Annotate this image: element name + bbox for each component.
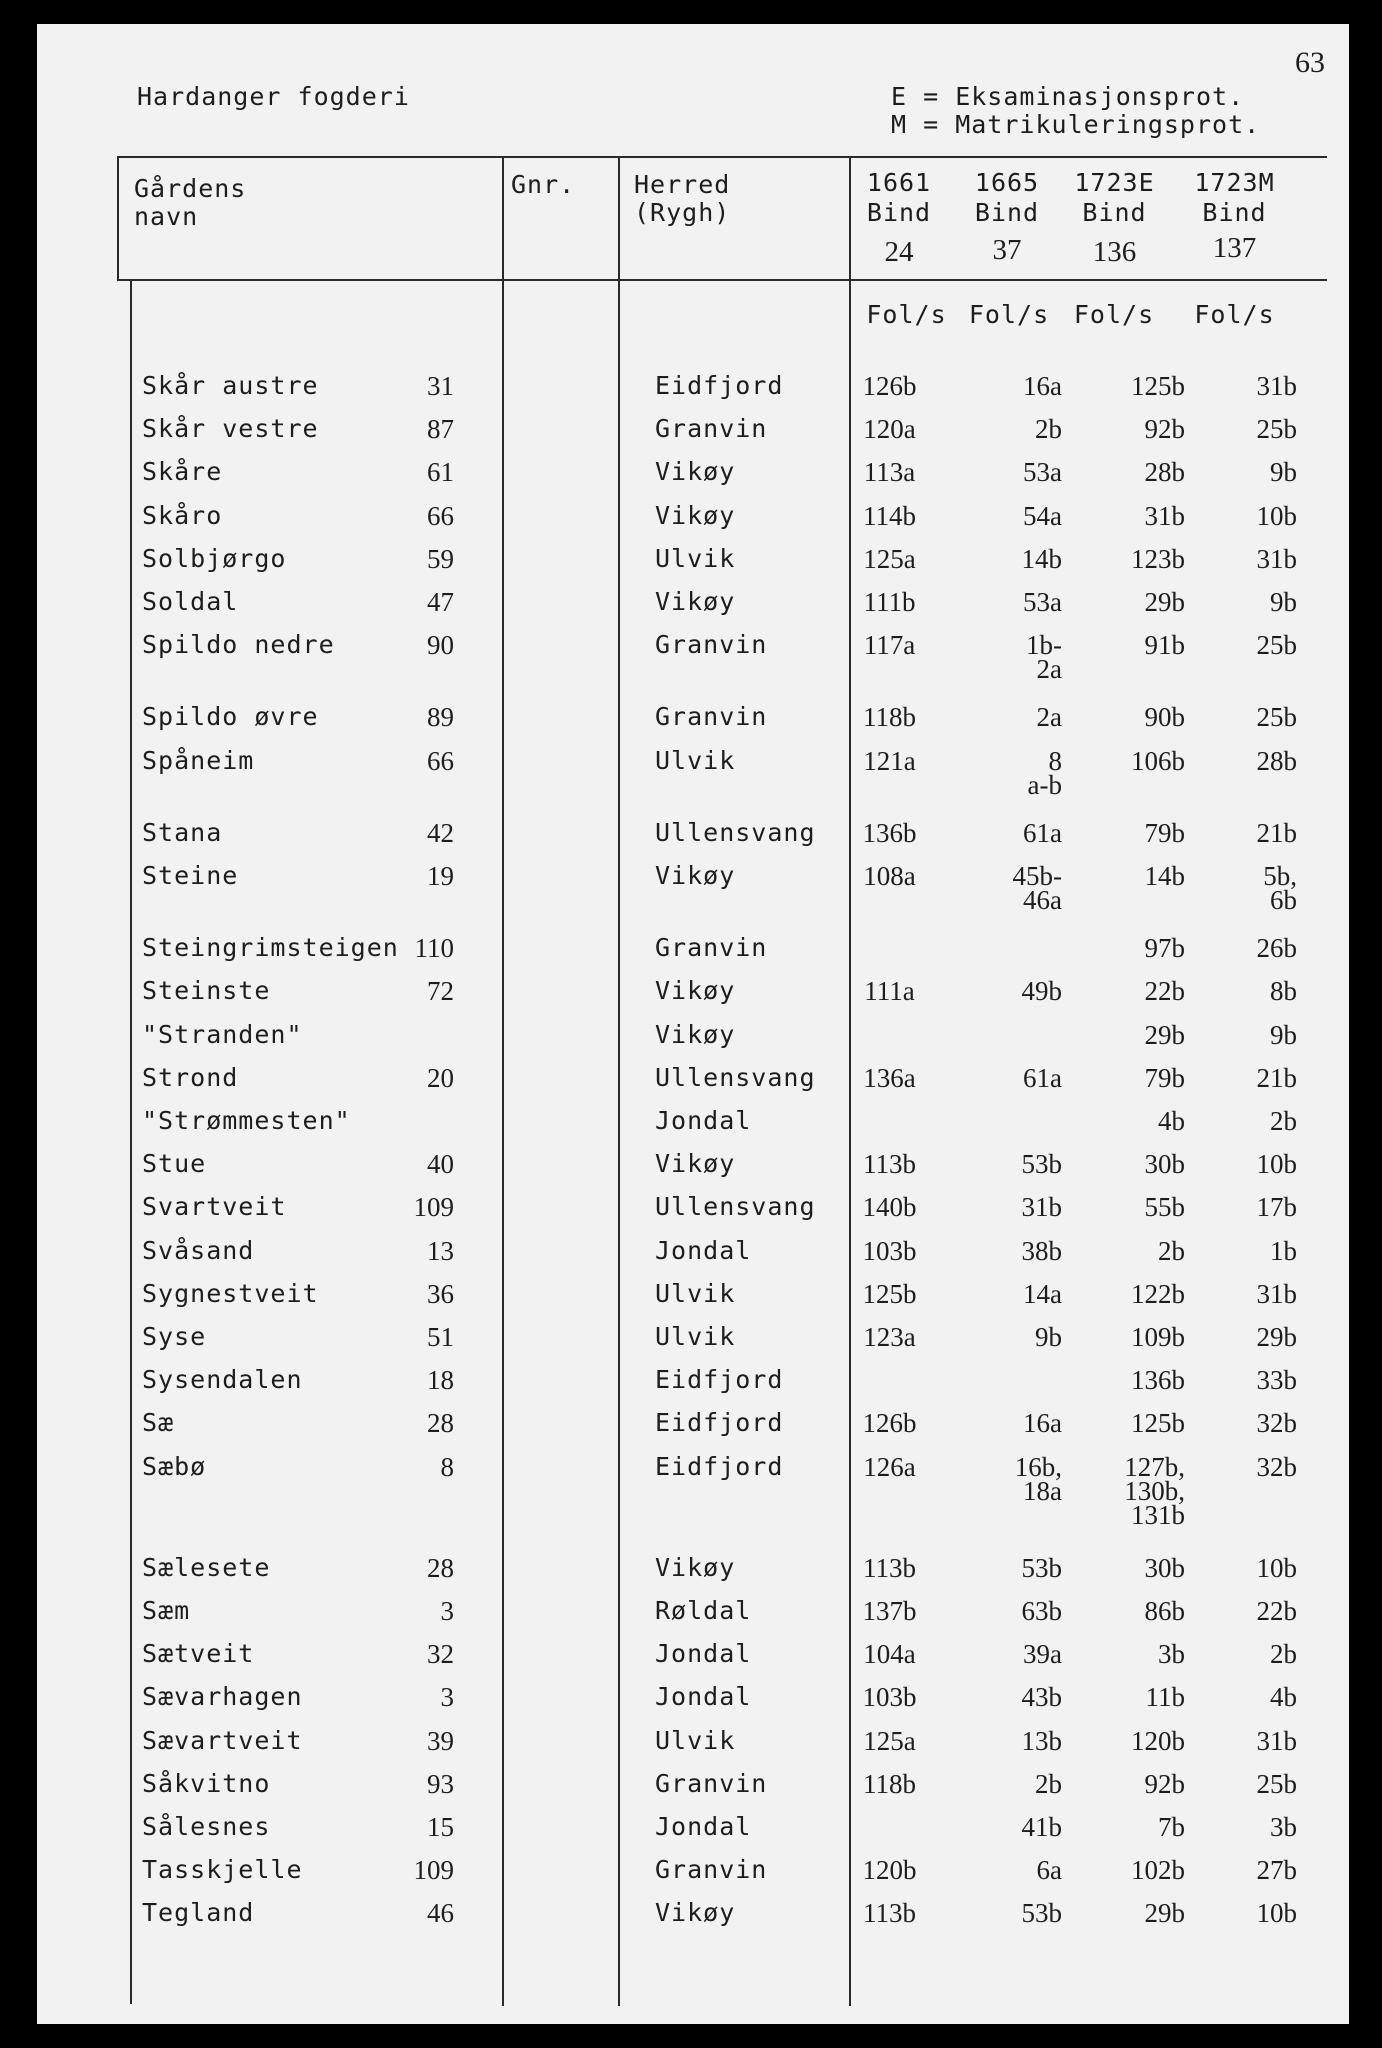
cell-1723m: 31b [1256, 371, 1297, 401]
cell-herred: Eidfjord [655, 1451, 784, 1481]
cell-gnr: 72 [427, 976, 454, 1007]
cell-herred: Vikøy [655, 457, 736, 487]
cell-1665: 54a [1023, 500, 1062, 531]
cell-1723m: 33b [1256, 1365, 1297, 1396]
header-name-line1: Gårdens [134, 174, 247, 203]
cell-gnr: 39 [427, 1725, 454, 1756]
header-1723e-volume: 136 [1092, 236, 1137, 268]
cell-gnr: 61 [427, 457, 454, 488]
cell-1723e: 123b [1131, 543, 1185, 574]
cell-1665: 1b- 2a [1026, 630, 1062, 685]
cell-gnr: 47 [427, 587, 454, 617]
table-row [37, 500, 1349, 544]
header-1723m-year: 1723M [1194, 168, 1275, 197]
cell-herred: Ullensvang [655, 817, 816, 847]
cell-herred: Jondal [655, 1106, 752, 1135]
cell-1723m: 10b [1256, 1898, 1297, 1929]
table-row [37, 1019, 1349, 1063]
cell-gnr: 51 [427, 1322, 454, 1352]
cell-1723e: 30b [1144, 1149, 1185, 1180]
cell-gnr: 46 [427, 1898, 454, 1929]
document-page [37, 24, 1349, 2024]
cell-herred: Jondal [655, 1639, 752, 1669]
cell-herred: Vikøy [655, 500, 736, 530]
cell-1723e: 30b [1144, 1552, 1185, 1583]
cell-gnr: 93 [427, 1768, 454, 1799]
cell-name: Sælesete [142, 1552, 271, 1582]
cell-name: Sysendalen [142, 1365, 303, 1395]
header-1665-unit: Fol/s [968, 300, 1050, 329]
header-herred-line2: (Rygh) [634, 198, 731, 227]
cell-1723e: 79b [1144, 1062, 1185, 1093]
cell-1723m: 27b [1256, 1855, 1297, 1886]
cell-1723e: 86b [1144, 1596, 1185, 1626]
cell-1661: 117a [863, 630, 916, 661]
cell-1723e: 79b [1144, 817, 1185, 848]
cell-herred: Jondal [655, 1682, 752, 1712]
cell-1665: 45b- 46a [1012, 861, 1062, 915]
cell-gnr: 32 [427, 1639, 454, 1670]
cell-1661: 118b [863, 1768, 916, 1799]
table-row [37, 1322, 1349, 1365]
legend-line-e: E = Eksaminasjonsprot. [891, 82, 1245, 111]
cell-1665: 16a [1023, 1408, 1062, 1439]
cell-name: Svartveit [142, 1192, 287, 1222]
cell-1661: 126b [862, 1408, 917, 1439]
header-1723m-bind: Bind [1202, 198, 1267, 227]
cell-1723m: 8b [1270, 976, 1297, 1007]
cell-1665: 53b [1021, 1149, 1062, 1180]
cell-1723e: 106b [1131, 745, 1185, 776]
cell-1665: 13b [1021, 1725, 1062, 1756]
cell-1665: 2b [1035, 1768, 1062, 1799]
header-1661-year: 1661 [866, 168, 932, 197]
cell-1723e: 122b [1131, 1278, 1185, 1309]
cell-1665: 41b [1021, 1812, 1062, 1842]
cell-herred: Granvin [655, 702, 768, 732]
cell-1723e: 127b, 130b, 131b [1124, 1451, 1185, 1530]
cell-1723m: 25b [1256, 702, 1297, 733]
cell-name: Steine [142, 861, 239, 890]
cell-1723e: 125b [1131, 1408, 1185, 1439]
cell-1665: 49b [1021, 976, 1062, 1007]
cell-1661: 120b [862, 1855, 917, 1886]
cell-gnr: 28 [427, 1408, 454, 1439]
cell-1661: 113b [863, 1552, 916, 1583]
cell-1661: 113b [863, 1149, 916, 1180]
table-row [37, 1149, 1349, 1192]
cell-gnr: 19 [427, 861, 454, 891]
cell-name: Solbjørgo [142, 543, 287, 573]
cell-1723e: 55b [1144, 1192, 1185, 1223]
table-row [37, 1639, 1349, 1682]
cell-name: Skåro [142, 500, 223, 530]
cell-herred: Granvin [655, 933, 768, 963]
cell-1723e: 125b [1131, 371, 1185, 401]
table-row [37, 1278, 1349, 1322]
cell-1661: 126b [862, 371, 917, 401]
cell-name: Strond [142, 1062, 239, 1092]
table-row [37, 1725, 1349, 1769]
cell-1723e: 120b [1131, 1725, 1185, 1756]
cell-1661: 137b [862, 1596, 917, 1626]
cell-1723m: 5b, 6b [1263, 861, 1297, 915]
cell-1661: 140b [862, 1192, 917, 1223]
cell-1661: 136a [863, 1062, 916, 1093]
cell-1661: 113a [863, 457, 916, 488]
cell-gnr: 59 [427, 543, 454, 574]
header-bottom-rule [117, 279, 1327, 281]
cell-name: Tasskjelle [142, 1855, 303, 1885]
cell-herred: Vikøy [655, 1898, 736, 1928]
table-row [37, 1451, 1349, 1530]
page-number: 63 [1295, 46, 1325, 79]
cell-1665: 2b [1035, 414, 1062, 445]
header-name-line2: navn [134, 202, 199, 231]
cell-1723e: 29b [1144, 1898, 1185, 1929]
header-1661-bind: Bind [866, 198, 932, 227]
cell-1723e: 14b [1144, 861, 1185, 891]
cell-1723m: 1b [1270, 1235, 1297, 1266]
cell-name: Sygnestveit [142, 1278, 319, 1308]
cell-1723m: 31b [1256, 1278, 1297, 1309]
cell-name: Tegland [142, 1898, 255, 1928]
cell-1665: 61a [1023, 817, 1062, 848]
header-gnr: Gnr. [511, 170, 576, 199]
cell-1723e: 102b [1131, 1855, 1185, 1886]
header-1723e-unit: Fol/s [1073, 300, 1155, 329]
header-1723m-unit: Fol/s [1194, 300, 1275, 329]
cell-1665: 39a [1023, 1639, 1062, 1670]
cell-name: Sæm [142, 1596, 191, 1625]
cell-1723m: 31b [1256, 543, 1297, 574]
cell-1723e: 4b [1158, 1106, 1185, 1136]
cell-name: Stue [142, 1149, 207, 1179]
cell-herred: Eidfjord [655, 371, 784, 400]
table-row [37, 1235, 1349, 1279]
cell-name: Sævarhagen [142, 1682, 303, 1712]
cell-1665: 61a [1023, 1062, 1062, 1093]
table-row [37, 817, 1349, 861]
cell-herred: Vikøy [655, 587, 736, 616]
header-1665-volume: 37 [992, 234, 1022, 266]
cell-gnr: 66 [427, 500, 454, 531]
header-1661-unit: Fol/s [866, 300, 947, 329]
cell-1723e: 7b [1158, 1812, 1185, 1842]
cell-1723m: 3b [1270, 1812, 1297, 1842]
table-row [37, 587, 1349, 630]
cell-herred: Ulvik [655, 1278, 736, 1308]
table-row [37, 414, 1349, 457]
cell-gnr: 31 [427, 371, 454, 401]
cell-1723e: 11b [1145, 1682, 1185, 1713]
cell-1661: 121a [863, 745, 916, 776]
cell-1661: 111b [863, 587, 916, 617]
cell-1723m: 25b [1256, 630, 1297, 661]
cell-1723m: 21b [1256, 1062, 1297, 1093]
cell-1723e: 3b [1158, 1639, 1185, 1670]
cell-1723e: 136b [1131, 1365, 1185, 1396]
cell-herred: Ulvik [655, 543, 736, 573]
cell-herred: Granvin [655, 630, 768, 660]
cell-gnr: 18 [427, 1365, 454, 1396]
header-1665-bind: Bind [974, 198, 1040, 227]
table-row [37, 543, 1349, 587]
header-1723m-volume: 137 [1212, 232, 1257, 264]
cell-name: Stana [142, 817, 223, 847]
table-row [37, 457, 1349, 500]
cell-herred: Granvin [655, 414, 768, 444]
cell-herred: Ulvik [655, 1725, 736, 1755]
table-row [37, 1768, 1349, 1812]
header-1723e-year: 1723E [1074, 168, 1155, 197]
cell-herred: Ulvik [655, 745, 736, 775]
cell-1665: 31b [1021, 1192, 1062, 1223]
cell-gnr: 110 [414, 933, 454, 964]
cell-1665: 16b, 18a [1014, 1451, 1062, 1506]
cell-herred: Vikøy [655, 976, 736, 1006]
cell-name: Skår austre [142, 371, 319, 400]
header-1661-volume: 24 [884, 236, 914, 268]
cell-herred: Eidfjord [655, 1365, 784, 1395]
cell-1665: 14a [1023, 1278, 1062, 1309]
header-1665-year: 1665 [974, 168, 1040, 197]
cell-1665: 63b [1021, 1596, 1062, 1626]
cell-1661: 108a [863, 861, 916, 891]
cell-1723e: 92b [1144, 1768, 1185, 1799]
table-row [37, 1855, 1349, 1898]
cell-gnr: 109 [413, 1855, 454, 1886]
table-row [37, 1365, 1349, 1408]
cell-gnr: 3 [440, 1682, 454, 1713]
cell-1661: 125b [862, 1278, 917, 1309]
cell-gnr: 87 [427, 414, 454, 445]
cell-1665: 9b [1035, 1322, 1062, 1352]
cell-1665: 14b [1021, 543, 1062, 574]
cell-1661: 123a [863, 1322, 916, 1352]
table-left-rule [117, 156, 119, 281]
cell-1723m: 9b [1270, 457, 1297, 488]
cell-1661: 118b [863, 702, 916, 733]
cell-herred: Vikøy [655, 1552, 736, 1582]
cell-1723m: 28b [1256, 745, 1297, 776]
table-row [37, 1682, 1349, 1725]
cell-herred: Eidfjord [655, 1408, 784, 1438]
cell-herred: Vikøy [655, 1019, 736, 1049]
cell-1665: 16a [1023, 371, 1062, 401]
table-row [37, 1106, 1349, 1149]
cell-1661: 103b [862, 1235, 917, 1266]
table-row [37, 1062, 1349, 1106]
cell-1723e: 2b [1158, 1235, 1185, 1266]
cell-1723m: 10b [1256, 1149, 1297, 1180]
cell-1723e: 22b [1144, 976, 1185, 1007]
cell-gnr: 66 [427, 745, 454, 776]
cell-name: Sæbø [142, 1451, 207, 1481]
cell-gnr: 90 [427, 630, 454, 661]
cell-name: "Strømmesten" [142, 1106, 351, 1135]
cell-1723m: 26b [1256, 933, 1297, 964]
cell-name: "Stranden" [142, 1019, 303, 1049]
table-row [37, 630, 1349, 685]
cell-1723e: 90b [1144, 702, 1185, 733]
cell-1723m: 10b [1256, 1552, 1297, 1583]
cell-name: Sæ [142, 1408, 175, 1438]
cell-name: Såkvitno [142, 1768, 271, 1798]
cell-1665: 2a [1036, 702, 1062, 733]
cell-1665: 6a [1036, 1855, 1062, 1886]
cell-gnr: 3 [440, 1596, 454, 1626]
cell-1665: 53b [1021, 1898, 1062, 1929]
cell-herred: Granvin [655, 1855, 768, 1885]
cell-name: Sætveit [142, 1639, 255, 1669]
cell-1723e: 29b [1144, 587, 1185, 617]
cell-1723m: 22b [1256, 1596, 1297, 1626]
page-title: Hardanger fogderi [137, 82, 410, 111]
cell-name: Skår vestre [142, 414, 319, 444]
cell-1723m: 21b [1256, 817, 1297, 848]
cell-1661: 113b [863, 1898, 916, 1929]
cell-1723e: 91b [1144, 630, 1185, 661]
cell-name: Syse [142, 1322, 207, 1351]
cell-1723m: 2b [1270, 1106, 1297, 1136]
table-row [37, 371, 1349, 414]
cell-1723m: 9b [1270, 587, 1297, 617]
cell-1723m: 4b [1270, 1682, 1297, 1713]
cell-name: Spildo øvre [142, 702, 319, 732]
cell-herred: Vikøy [655, 861, 736, 890]
cell-1665: 53a [1023, 457, 1062, 488]
cell-herred: Vikøy [655, 1149, 736, 1179]
cell-1723m: 25b [1256, 1768, 1297, 1799]
cell-1723m: 29b [1256, 1322, 1297, 1352]
cell-herred: Ulvik [655, 1322, 736, 1351]
cell-gnr: 109 [413, 1192, 454, 1223]
cell-name: Spildo nedre [142, 630, 335, 660]
cell-1661: 126a [863, 1451, 916, 1482]
cell-1665: 8 a-b [1027, 745, 1062, 800]
header-herred-line1: Herred [634, 170, 731, 199]
cell-gnr: 20 [427, 1062, 454, 1093]
cell-name: Sævartveit [142, 1725, 303, 1755]
cell-name: Svåsand [142, 1235, 255, 1265]
table-row [37, 861, 1349, 915]
cell-gnr: 40 [427, 1149, 454, 1180]
cell-herred: Ullensvang [655, 1192, 816, 1222]
cell-herred: Granvin [655, 1768, 768, 1798]
cell-1665: 38b [1021, 1235, 1062, 1266]
cell-1661: 125a [863, 543, 916, 574]
cell-1723m: 32b [1256, 1408, 1297, 1439]
cell-herred: Ullensvang [655, 1062, 816, 1092]
cell-1661: 104a [863, 1639, 916, 1670]
cell-name: Soldal [142, 587, 239, 616]
cell-1723m: 10b [1256, 500, 1297, 531]
table-row [37, 702, 1349, 745]
cell-gnr: 28 [427, 1552, 454, 1583]
table-row [37, 1192, 1349, 1235]
cell-1723m: 2b [1270, 1639, 1297, 1670]
cell-1723e: 29b [1144, 1019, 1185, 1050]
cell-1661: 120a [863, 414, 916, 445]
cell-herred: Jondal [655, 1235, 752, 1265]
table-row [37, 1898, 1349, 1941]
cell-1723e: 28b [1144, 457, 1185, 488]
cell-1661: 103b [862, 1682, 917, 1713]
header-1723e-bind: Bind [1082, 198, 1147, 227]
cell-1723m: 17b [1256, 1192, 1297, 1223]
table-row [37, 976, 1349, 1019]
cell-gnr: 36 [427, 1278, 454, 1309]
table-row [37, 933, 1349, 976]
cell-name: Steingrimsteigen [142, 933, 399, 963]
cell-1661: 111a [864, 976, 915, 1007]
cell-1665: 53b [1021, 1552, 1062, 1583]
table-row [37, 1552, 1349, 1596]
table-row [37, 745, 1349, 800]
cell-1661: 125a [863, 1725, 916, 1756]
cell-1723m: 31b [1256, 1725, 1297, 1756]
cell-1723e: 97b [1144, 933, 1185, 964]
cell-1723m: 9b [1270, 1019, 1297, 1050]
cell-name: Sålesnes [142, 1812, 271, 1841]
cell-1723m: 25b [1256, 414, 1297, 445]
cell-1661: 136b [862, 817, 917, 848]
cell-name: Steinste [142, 976, 271, 1006]
cell-1723e: 92b [1144, 414, 1185, 445]
table-row [37, 1408, 1349, 1451]
cell-gnr: 13 [427, 1235, 454, 1266]
table-row [37, 1596, 1349, 1639]
cell-1665: 53a [1023, 587, 1062, 617]
cell-gnr: 8 [440, 1451, 454, 1482]
cell-gnr: 42 [427, 817, 454, 848]
cell-herred: Jondal [655, 1812, 752, 1841]
cell-1723e: 109b [1131, 1322, 1185, 1352]
cell-gnr: 15 [427, 1812, 454, 1842]
table-row [37, 1812, 1349, 1855]
cell-1723m: 32b [1256, 1451, 1297, 1482]
cell-herred: Røldal [655, 1596, 752, 1625]
cell-name: Skåre [142, 457, 223, 487]
legend-line-m: M = Matrikuleringsprot. [891, 110, 1261, 139]
cell-name: Spåneim [142, 745, 255, 775]
cell-1723e: 31b [1144, 500, 1185, 531]
cell-gnr: 89 [427, 702, 454, 733]
cell-1665: 43b [1021, 1682, 1062, 1713]
cell-1661: 114b [863, 500, 916, 531]
table-top-rule [117, 156, 1327, 158]
